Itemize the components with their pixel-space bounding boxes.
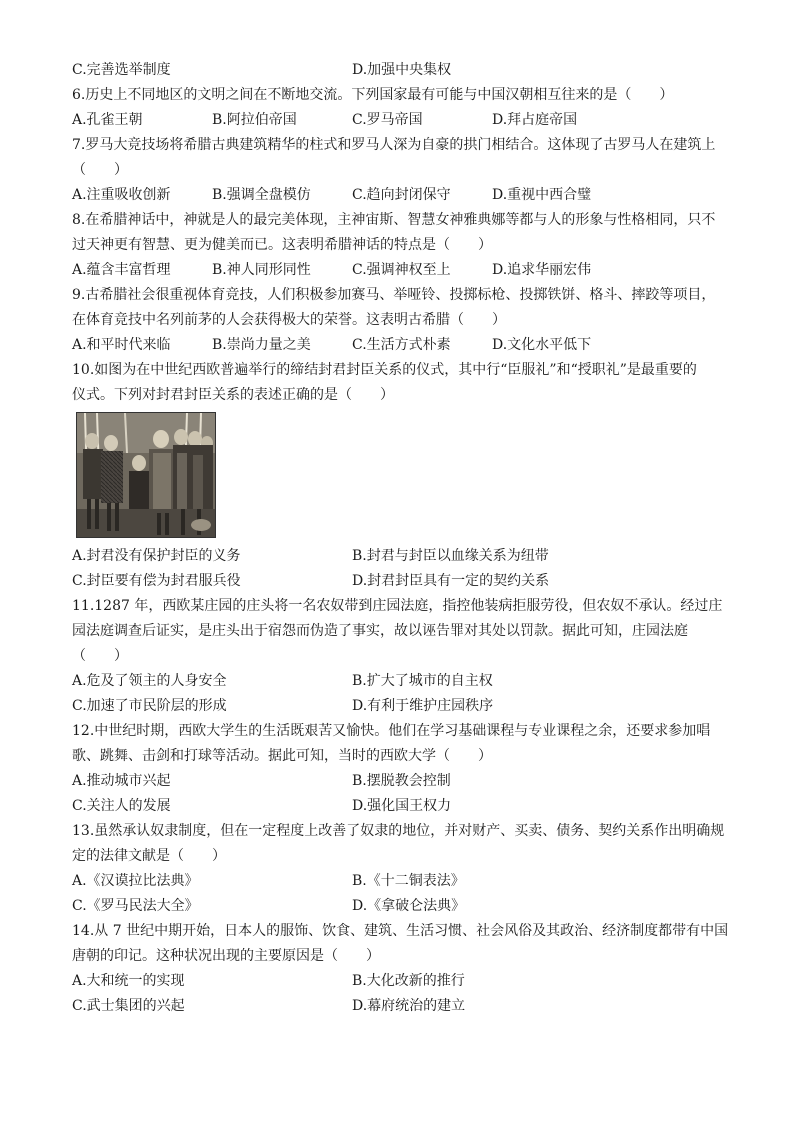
- q8-option-c[interactable]: C.强调神权至上: [352, 262, 451, 278]
- q14-option-b[interactable]: B.大化改新的推行: [352, 973, 465, 989]
- q12-option-d[interactable]: D.强化国王权力: [352, 798, 452, 814]
- q14-option-d[interactable]: D.幕府统治的建立: [352, 998, 466, 1014]
- q9-option-d[interactable]: D.文化水平低下: [492, 337, 592, 353]
- question-stem-line: （ ）: [72, 648, 128, 664]
- question-stem-line: 仪式。下列对封君封臣关系的表述正确的是（ ）: [72, 387, 394, 403]
- q13-options-row-2: [72, 894, 722, 919]
- q13-option-b[interactable]: B.《十二铜表法》: [352, 873, 465, 889]
- q12-options-row-2: [72, 794, 722, 819]
- q7-options-row: [72, 183, 722, 208]
- question-stem-line: 12.中世纪时期，西欧大学生的生活既艰苦又愉快。他们在学习基础课程与专业课程之余，还要求参加唱: [72, 723, 711, 739]
- q7-option-c[interactable]: C.趋向封闭保守: [352, 187, 451, 203]
- q9-options-row: [72, 333, 722, 358]
- q6-option-a[interactable]: A.孔雀王朝: [72, 112, 143, 128]
- question-stem-line: 6.历史上不同地区的文明之间在不断地交流。下列国家最有可能与中国汉朝相互往来的是（ ）: [72, 87, 674, 103]
- exam-page: [72, 58, 729, 1019]
- question-10: [72, 358, 722, 408]
- q11-option-c[interactable]: C.加速了市民阶层的形成: [72, 698, 227, 714]
- q9-option-c[interactable]: C.生活方式朴素: [352, 337, 451, 353]
- question-6: [72, 83, 722, 108]
- question-stem-line: （ ）: [72, 162, 128, 178]
- q10-options-row-2: [72, 569, 722, 594]
- q14-options-row-1: [72, 969, 722, 994]
- q7-option-d[interactable]: D.重视中西合璧: [492, 187, 592, 203]
- question-stem-line: 园法庭调查后证实，是庄头出于宿怨而伪造了事实，故以诬告罪对其处以罚款。据此可知，庄园法庭: [72, 623, 688, 639]
- q6-option-c[interactable]: C.罗马帝国: [352, 112, 423, 128]
- question-stem-line: 过天神更有智慧、更为健美而已。这表明希腊神话的特点是（ ）: [72, 237, 492, 253]
- question-14: [72, 919, 729, 969]
- q12-option-c[interactable]: C.关注人的发展: [72, 798, 171, 814]
- question-11: [72, 594, 722, 669]
- q13-option-d[interactable]: D.《拿破仑法典》: [352, 898, 466, 914]
- q7-option-b[interactable]: B.强调全盘模仿: [212, 187, 311, 203]
- question-stem-line: 14.从 7 世纪中期开始，日本人的服饰、饮食、建筑、生活习惯、社会风俗及其政治、经济制度都带有中国: [72, 923, 729, 939]
- feudal-ceremony-illustration: [76, 412, 216, 538]
- q10-options-row-1: [72, 544, 722, 569]
- q6-option-b[interactable]: B.阿拉伯帝国: [212, 112, 297, 128]
- q10-option-a[interactable]: A.封君没有保护封臣的义务: [72, 548, 241, 564]
- q6-option-d[interactable]: D.拜占庭帝国: [492, 112, 578, 128]
- q13-option-a[interactable]: A.《汉谟拉比法典》: [72, 873, 199, 889]
- q11-option-a[interactable]: A.危及了领主的人身安全: [72, 673, 227, 689]
- question-8: [72, 208, 722, 258]
- q8-option-a[interactable]: A.蕴含丰富哲理: [72, 262, 171, 278]
- question-stem-line: 歌、跳舞、击剑和打球等活动。据此可知，当时的西欧大学（ ）: [72, 748, 492, 764]
- q9-option-a[interactable]: A.和平时代来临: [72, 337, 171, 353]
- q8-options-row: [72, 258, 722, 283]
- q6-options-row: [72, 108, 722, 133]
- q8-option-d[interactable]: D.追求华丽宏伟: [492, 262, 592, 278]
- q10-option-c[interactable]: C.封臣要有偿为封君服兵役: [72, 573, 241, 589]
- q13-option-c[interactable]: C.《罗马民法大全》: [72, 898, 199, 914]
- q11-option-d[interactable]: D.有利于维护庄园秩序: [352, 698, 494, 714]
- q13-options-row-1: [72, 869, 722, 894]
- medieval-scene-image: [77, 413, 215, 537]
- question-stem-line: 13.虽然承认奴隶制度，但在一定程度上改善了奴隶的地位，并对财产、买卖、债务、契约关系作出明确规: [72, 823, 725, 839]
- question-stem-line: 11.1287 年，西欧某庄园的庄头将一名农奴带到庄园法庭，指控他装病拒服劳役，但农奴不承认。经过庄: [72, 598, 723, 614]
- question-stem-line: 唐朝的印记。这种状况出现的主要原因是（ ）: [72, 948, 380, 964]
- q12-options-row-1: [72, 769, 722, 794]
- q7-option-a[interactable]: A.注重吸收创新: [72, 187, 171, 203]
- q14-option-a[interactable]: A.大和统一的实现: [72, 973, 185, 989]
- q12-option-b[interactable]: B.摆脱教会控制: [352, 773, 451, 789]
- question-stem-line: 定的法律文献是（ ）: [72, 848, 226, 864]
- question-13: [72, 819, 725, 869]
- q11-options-row-2: [72, 694, 722, 719]
- q10-option-d[interactable]: D.封君封臣具有一定的契约关系: [352, 573, 550, 589]
- question-9: [72, 283, 722, 333]
- q5-option-c[interactable]: C.完善选举制度: [72, 62, 171, 78]
- q12-option-a[interactable]: A.推动城市兴起: [72, 773, 171, 789]
- question-stem-line: 9.古希腊社会很重视体育竞技，人们积极参加赛马、举哑铃、投掷标枪、投掷铁饼、格斗、摔跤等项目，: [72, 287, 716, 303]
- q11-options-row-1: [72, 669, 722, 694]
- q14-options-row-2: [72, 994, 722, 1019]
- q11-option-b[interactable]: B.扩大了城市的自主权: [352, 673, 493, 689]
- q5-options-row: [72, 58, 722, 83]
- question-12: [72, 719, 722, 769]
- q10-option-b[interactable]: B.封君与封臣以血缘关系为纽带: [352, 548, 549, 564]
- question-7: [72, 133, 722, 183]
- q9-option-b[interactable]: B.崇尚力量之美: [212, 337, 311, 353]
- q14-option-c[interactable]: C.武士集团的兴起: [72, 998, 185, 1014]
- question-stem-line: 8.在希腊神话中，神就是人的最完美体现，主神宙斯、智慧女神雅典娜等都与人的形象与性格相同，只不: [72, 212, 716, 228]
- question-stem-line: 7.罗马大竞技场将希腊古典建筑精华的柱式和罗马人深为自豪的拱门相结合。这体现了古罗马人在建筑上: [72, 137, 716, 153]
- q8-option-b[interactable]: B.神人同形同性: [212, 262, 311, 278]
- question-stem-line: 10.如图为在中世纪西欧普遍举行的缔结封君封臣关系的仪式，其中行“臣服礼”和“授职礼”是最重要的: [72, 362, 697, 378]
- question-stem-line: 在体育竞技中名列前茅的人会获得极大的荣誉。这表明古希腊（ ）: [72, 312, 506, 328]
- q5-option-d[interactable]: D.加强中央集权: [352, 62, 452, 78]
